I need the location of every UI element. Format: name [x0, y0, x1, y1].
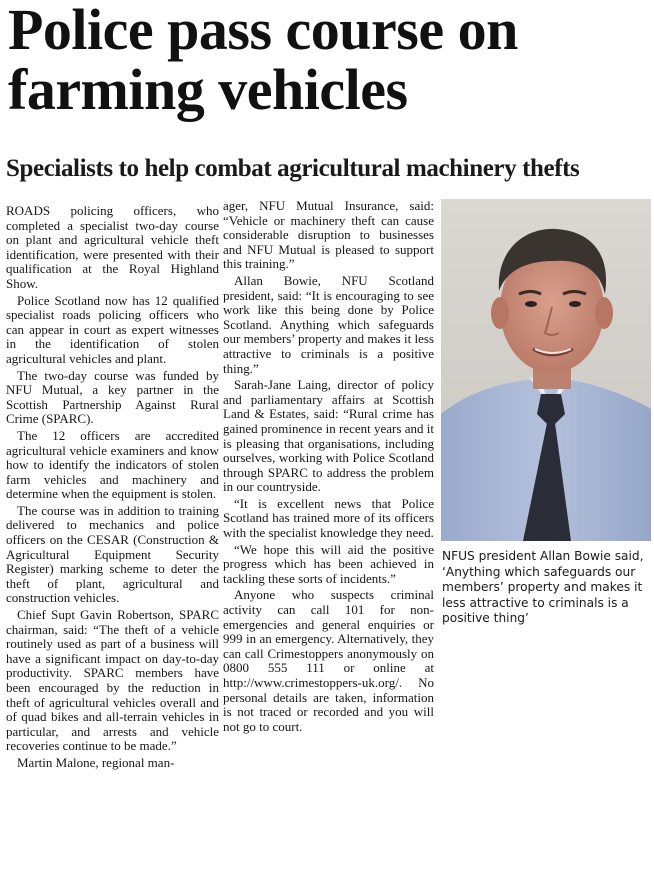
body-paragraph: Police Scotland now has 12 qualified specialist roads policing officers who can appear in court as expert witnesses in the identification of stolen agricultural vehicles and plant. — [6, 292, 219, 366]
body-column-2 — [223, 199, 434, 736]
body-paragraph: “We hope this will aid the positive progress which has been achieved in tackling these sorts of incidents.” — [223, 541, 434, 586]
body-paragraph: Sarah-Jane Laing, director of policy and parliamentary affairs at Scottish Land & Estates, said: “Rural crime has gained prominence in recent years and it is pleasing that organisations, including ourselves, working with Police Scotland through SPARC to address the problem in our countryside. — [223, 377, 434, 495]
body-paragraph: Chief Supt Gavin Robertson, SPARC chairman, said: “The theft of a vehicle routinely used as part of a business will have a significant impact on day-to-day productivity. SPARC members have been encouraged by the reduction in theft of agricultural vehicles overall and of quad bikes and all-terrain vehicles in particular, and arrests and vehicle recoveries continue to be made.” — [6, 607, 219, 754]
body-paragraph: Allan Bowie, NFU Scotland president, said: “It is encouraging to see work like this being done by Police Scotland. Anything which safeguards our members’ property and makes it less attractive to criminals is a positive thing.” — [223, 272, 434, 376]
body-paragraph: Martin Malone, regional man- — [17, 754, 175, 770]
body-paragraph: ROADS policing officers, who completed a specialist two-day course on plant and agricultural vehicle theft identification, were presented with their qualification at the Royal Highland Show. — [6, 203, 219, 291]
body-paragraph: ager, NFU Mutual Insurance, said: “Vehicle or machinery theft can cause considerable disruption to businesses and NFU Mutual is pleased to support this training.” — [223, 198, 434, 272]
body-paragraph: The two-day course was funded by NFU Mutual, a key partner in the Scottish Partnership Against Rural Crime (SPARC). — [6, 367, 219, 427]
body-paragraph: “It is excellent news that Police Scotland has trained more of its officers with the specialist knowledge they need. — [223, 495, 434, 541]
portrait-illustration — [441, 199, 651, 541]
article-standfirst: Specialists to help combat agricultural machinery thefts — [6, 155, 580, 182]
portrait-photo — [441, 199, 651, 541]
photo-caption: NFUS president Allan Bowie said, ‘Anything which safeguards our members’ property and makes it less attractive to criminals is a positive thing’ — [442, 549, 644, 626]
body-paragraph: The course was in addition to training delivered to mechanics and police officers on the CESAR (Construction & Agricultural Equipment Security Register) marking scheme to deter the theft of plant, agricultural and construction vehicles. — [6, 502, 219, 606]
article-headline: Police pass course on farming vehicles — [8, 0, 518, 122]
body-column-1 — [6, 204, 219, 773]
body-paragraph: Anyone who suspects criminal activity can call 101 for non-emergencies and general enquiries or 999 in an emergency. Alternatively, they can call Crimestoppers anonymously on 0800 555 111 or online at http://www.crimestoppers-uk.org/. No personal details are taken, information is not traced or recorded and you will not go to court. — [223, 587, 434, 734]
body-paragraph: The 12 officers are accredited agricultural vehicle examiners and know how to identify the indicators of stolen farm vehicles and machinery and determine when the equipment is stolen. — [6, 427, 219, 502]
